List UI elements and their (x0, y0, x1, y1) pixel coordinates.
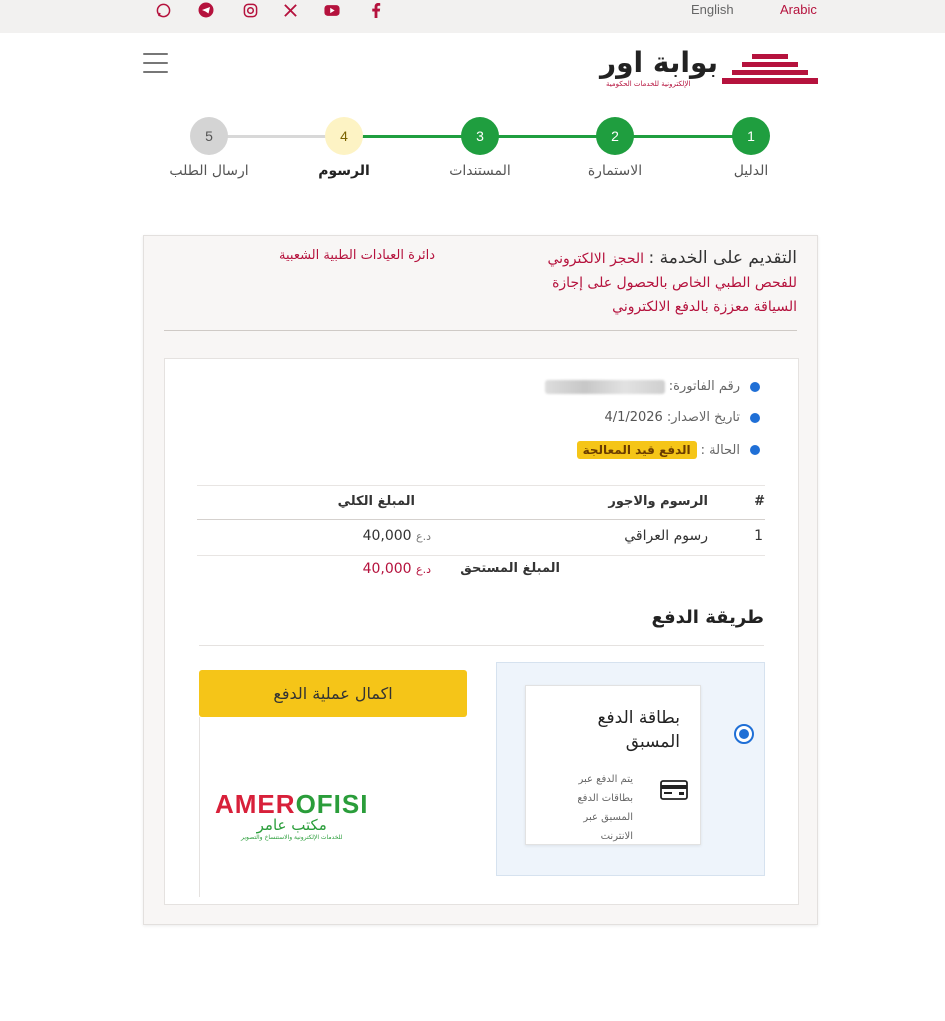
telegram-icon[interactable] (198, 2, 214, 18)
invoice-number-row (545, 379, 760, 394)
issue-date-value: 4/1/2026 (604, 410, 663, 425)
invoice-number-label: رقم الفاتورة: (668, 379, 740, 394)
department-name: دائرة العيادات الطبية الشعبية (279, 248, 436, 263)
whatsapp-icon[interactable] (155, 2, 171, 18)
col-header-index: # (754, 494, 765, 509)
facebook-icon[interactable] (368, 2, 384, 18)
table-row-border (197, 555, 765, 556)
step-5-label: ارسال الطلب (169, 163, 249, 179)
logo-title: بوابة اور (600, 46, 719, 79)
payment-method-description: يتم الدفع عبر بطاقات الدفع المسبق عبر الانترنت (577, 774, 633, 842)
step-4-circle: 4 (325, 117, 363, 155)
radio-selected-dot (739, 729, 749, 739)
step-5-circle: 5 (190, 117, 228, 155)
table-top-border (197, 485, 765, 486)
bullet-icon (750, 382, 760, 392)
instagram-icon[interactable] (242, 2, 258, 18)
table-header-border (197, 519, 765, 520)
service-card (143, 235, 818, 925)
divider (164, 330, 797, 331)
status-label: الحالة : (700, 442, 740, 458)
step-2-label: الاستمارة (587, 163, 643, 179)
service-name: الحجز الالكتروني للفحص الطبي الخاص بالحصول على إجازة السياقة معززة بالدفع الالكتروني (547, 251, 797, 315)
invoice-panel (164, 358, 799, 905)
bullet-icon (750, 445, 760, 455)
divider (199, 645, 764, 646)
payment-method-radio[interactable] (734, 724, 754, 744)
col-header-fees: الرسوم والاجور (608, 494, 708, 509)
menu-icon[interactable] (143, 53, 168, 75)
payment-method-option[interactable] (496, 662, 765, 876)
step-2-circle: 2 (596, 117, 634, 155)
logo-emblem-icon (722, 52, 818, 88)
top-bar (0, 0, 945, 33)
issue-date-row (604, 410, 760, 425)
status-row (577, 441, 760, 459)
x-icon[interactable] (282, 2, 298, 18)
youtube-icon[interactable] (324, 2, 340, 18)
bullet-icon (750, 413, 760, 423)
credit-card-icon (660, 778, 688, 802)
logo-subtitle: الإلكترونية للخدمات الحكومية (606, 80, 691, 88)
col-header-total: المبلغ الكلي (337, 494, 415, 509)
invoice-number-redacted (545, 380, 665, 394)
divider (199, 717, 200, 897)
issue-date-label: تاريخ الاصدار: (666, 410, 740, 425)
payment-method-title: طريقة الدفع (651, 607, 764, 628)
status-badge: الدفع قيد المعالجة (577, 441, 697, 459)
service-title (527, 246, 797, 319)
step-1-circle: 1 (732, 117, 770, 155)
complete-payment-button[interactable]: اكمال عملية الدفع (199, 670, 467, 717)
service-label: التقديم على الخدمة : (648, 248, 797, 268)
row-index: 1 (754, 528, 763, 544)
row-fee-name: رسوم العراقي (624, 528, 708, 544)
step-3-label: المستندات (449, 163, 511, 179)
watermark-logo: AMEROFISI مكتب عامر للخدمات الإلكترونية والاستنساخ والتصوير (215, 789, 369, 841)
lang-arabic-link[interactable]: Arabic (780, 2, 817, 17)
row-amount: د.ع 40,000 (362, 528, 431, 544)
step-1-label: الدليل (733, 163, 769, 179)
payment-method-name: بطاقة الدفع المسبق (597, 708, 680, 752)
prepaid-card-option[interactable] (525, 685, 701, 845)
step-connector-complete (345, 135, 751, 138)
step-3-circle: 3 (461, 117, 499, 155)
amount-due-value: د.ع 40,000 (362, 561, 431, 577)
step-4-label: الرسوم (318, 163, 370, 179)
amount-due-label: المبلغ المستحق (460, 561, 560, 576)
lang-english-link[interactable]: English (691, 2, 734, 17)
